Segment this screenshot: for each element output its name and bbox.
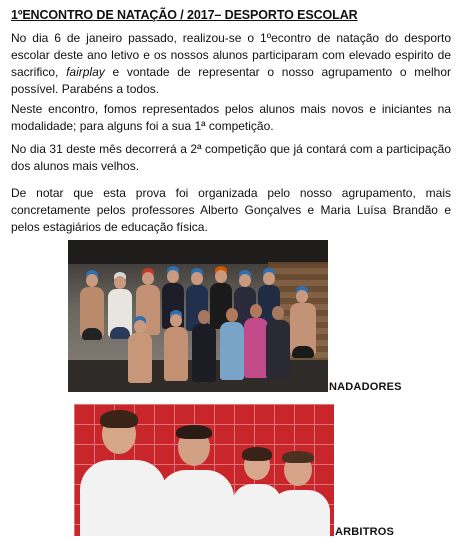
referees-caption: ARBITROS <box>335 526 395 538</box>
fairplay-word: fairplay <box>66 65 105 79</box>
swimmers-caption: NADADORES <box>329 381 402 393</box>
paragraph-next-competition: No dia 31 deste mês decorrerá a 2ª competição que já contará com a participação dos alunos mais velhos. <box>11 142 451 173</box>
page-title: 1ºENCONTRO DE NATAÇÃO / 2017– DESPORTO ESCOLAR <box>11 8 358 22</box>
paragraph-representation: Neste encontro, fomos representados pelos alunos mais novos e iniciantes na modalidade; para alguns foi a sua 1ª competição. <box>11 102 451 133</box>
paragraph-intro-text-b: e vontade de representar o nosso agrupamento o melhor possível. Parabéns a todos. <box>11 65 451 96</box>
ceiling-strip <box>68 240 328 264</box>
referees-group-photo <box>74 404 334 536</box>
paragraph-intro <box>11 30 451 98</box>
paragraph-organization: De notar que esta prova foi organizada pelo nosso agrupamento, mais concretamente pelos professores Alberto Gonçalves e Maria Luísa Brandão e pelos estagiários de educação física. <box>11 186 451 234</box>
swimmers-group-photo <box>68 240 328 392</box>
paragraph-intro-text-a: No dia 6 de janeiro passado, realizou-se o 1ºecontro de natação do desporto escolar deste ano letivo e os nossos alunos participaram com elevado espirito de sacrifico, <box>11 31 451 79</box>
